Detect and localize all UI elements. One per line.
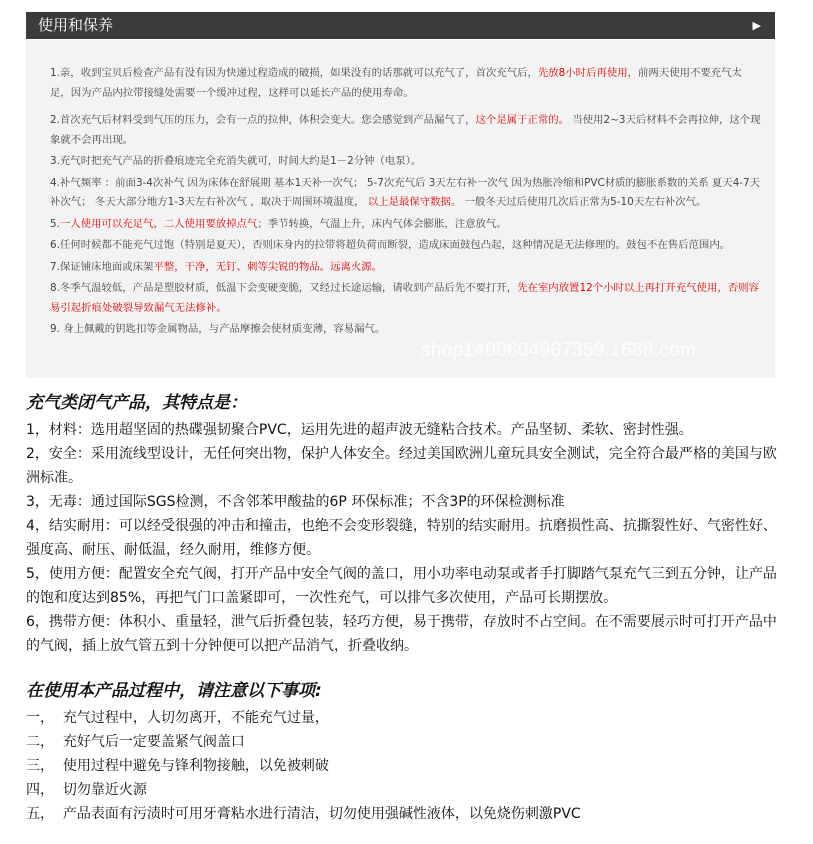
care-instructions-panel bbox=[26, 40, 775, 378]
notes-item: 三， 使用过程中避免与锋利物接触，以免被刺破 bbox=[26, 758, 329, 774]
features-item: 2，安全：采用流线型设计，无任何突出物，保护人体安全。经过美国欧洲儿童玩具安全测试，完全符合最严格的美国与欧洲标准。 bbox=[26, 446, 777, 486]
features-item: 5，使用方便：配置安全充气阀，打开产品中安全气阀的盖口，用小功率电动泵或者手打脚踏气泵充气三到五分钟，让产品的饱和度达到85%，再把气门口盖紧即可，一次性充气，可以排气多次使用，产品可长期摆放。 bbox=[26, 566, 777, 606]
item-text: 一般冬天过后使用几次后正常为5-10天左右补次气。 bbox=[461, 196, 707, 208]
care-item bbox=[50, 215, 762, 235]
care-item bbox=[50, 64, 762, 103]
features-item: 3，无毒：通过国际SGS检测，不含邻苯甲酸盐的6P 环保标准；不含3P的环保检测标准 bbox=[26, 494, 565, 510]
highlight-text: 一人使用可以充足气，二人使用要放掉点气 bbox=[59, 217, 258, 230]
highlight-text: 先放8小时后再使用 bbox=[537, 67, 628, 79]
item-text: 1.亲，收到宝贝后检查产品有没有因为快递过程造成的破损，如果没有的话那就可以充气了，首次充气后， bbox=[50, 67, 538, 79]
section-header bbox=[26, 12, 775, 39]
item-text: 8.冬季气温较低，产品是塑胶材质，低温下会变硬变脆，又经过长途运输，请收到产品后先不要打开， bbox=[50, 282, 518, 294]
highlight-text: 以上是最保守数据。 bbox=[367, 196, 462, 208]
section-title: 使用和保养 bbox=[38, 16, 114, 34]
care-item bbox=[50, 236, 762, 256]
features-title: 充气类闭气产品，其特点是： bbox=[26, 393, 247, 413]
item-text: ，前两天使用不要充气太足，因为产品内拉带接缝处需要一个缓冲过程，这样可以延长产品的使用寿命。 bbox=[50, 67, 742, 99]
notes-item: 四， 切勿靠近火源 bbox=[26, 782, 147, 798]
item-text: ；季节转换，气温上升，床内气体会膨胀，注意放气。 bbox=[257, 217, 507, 230]
notes-item: 五， 产品表面有污渍时可用牙膏粘水进行清洁，切勿使用强碱性液体，以免烧伤刺激PVC bbox=[26, 806, 581, 822]
highlight-text: 先在室内放置12个小时以上再打开充气使用，否则容易引起折痕处破裂导致漏气无法修补。 bbox=[50, 282, 759, 314]
item-text: 6.任何时候都不能充气过饱（特别是夏天），否则床身内的拉带将超负荷而断裂，造成床面鼓包凸起，这种情况是无法修理的。鼓包不在售后范围内。 bbox=[50, 239, 731, 251]
notes-item: 二， 充好气后一定要盖紧气阀盖口 bbox=[26, 734, 245, 750]
item-text: 5. bbox=[50, 217, 60, 230]
care-item bbox=[50, 174, 762, 213]
watermark: shop1400604967359.1688.com bbox=[421, 340, 697, 361]
care-item bbox=[50, 152, 762, 172]
item-text: 2.首次充气后材料受到气压的压力，会有一点的拉伸，体积会变大。您会感觉到产品漏气了， bbox=[50, 114, 476, 126]
care-item bbox=[50, 111, 762, 150]
notes-title: 在使用本产品过程中，请注意以下事项: bbox=[26, 681, 322, 701]
features-section bbox=[26, 390, 786, 658]
features-item: 4，结实耐用：可以经受很强的冲击和撞击，也绝不会变形裂缝，特别的结实耐用。抗磨损性高、抗撕裂性好、气密性好、强度高、耐压、耐低温，经久耐用，维修方便。 bbox=[26, 518, 777, 558]
care-item bbox=[50, 279, 762, 318]
care-item bbox=[50, 320, 762, 340]
triangle-right-icon[interactable]: ▶ bbox=[752, 19, 761, 32]
item-text: 4.补气频率 ：前面3-4次补气 因为床体在舒展期 基本1天补一次气； 5-7次充气后 3天左右补一次气 因为热胀冷缩和PVC材质的膨胀系数的关系 夏天4-7天补次气； 冬天大部分地方1-3天左右补次气 ，取决于周围环境温度， bbox=[50, 176, 761, 208]
highlight-text: 平整，干净，无钉、刺等尖锐的物品。远离火源。 bbox=[153, 260, 383, 273]
item-text: 7.保证铺床地面或床架 bbox=[50, 260, 154, 273]
notes-item: 一， 充气过程中，人切勿离开，不能充气过量， bbox=[26, 710, 329, 726]
item-text: 9. 身上佩戴的钥匙扣等金属物品，与产品摩擦会使材质变薄，容易漏气。 bbox=[50, 323, 386, 335]
care-item bbox=[50, 258, 762, 278]
notes-section bbox=[26, 678, 786, 826]
features-item: 1，材料：选用超坚固的热碟强韧聚合PVC，运用先进的超声波无缝粘合技术。产品坚韧、柔软、密封性强。 bbox=[26, 422, 693, 438]
features-item: 6，携带方便：体积小、重量轻，泄气后折叠包装，轻巧方便，易于携带，存放时不占空间。在不需要展示时可打开产品中的气阀，插上放气管五到十分钟便可以把产品消气，折叠收纳。 bbox=[26, 614, 777, 654]
item-text: 当使用2~3天后材料不会再拉伸，这个现象就不会再出现。 bbox=[50, 114, 761, 146]
item-text: 3.充气时把充气产品的折叠痕迹完全充消失就可，时间大约是1－2分钟（电泵）。 bbox=[50, 155, 422, 167]
highlight-text: 这个是属于正常的。 bbox=[475, 114, 570, 126]
